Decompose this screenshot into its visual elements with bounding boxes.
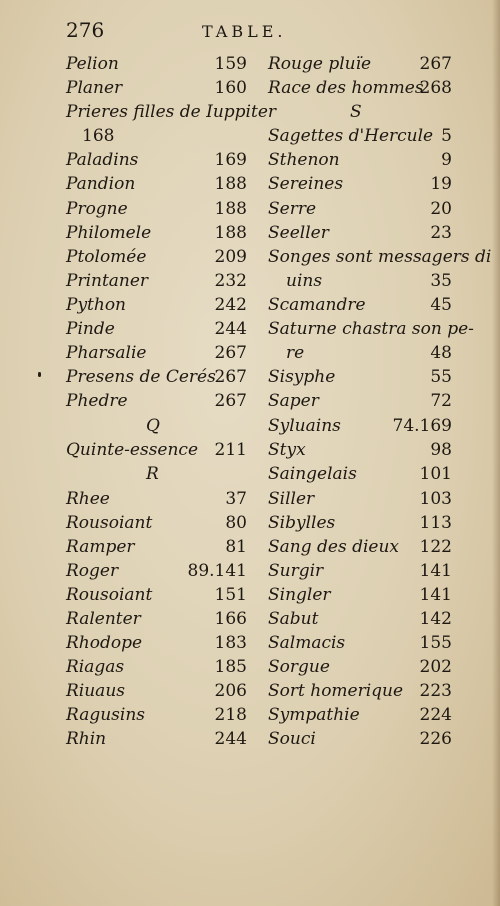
- entry-term: Sagettes d'Hercule: [268, 126, 434, 146]
- entry-term: Pharsalie: [66, 343, 147, 363]
- entry-page: 160: [214, 78, 247, 98]
- index-entry: [0, 389, 500, 413]
- entry-term: Sereines: [268, 174, 344, 194]
- entry-term: Saingelais: [268, 464, 357, 484]
- section-letter: S: [350, 102, 362, 122]
- entry-page: 244: [214, 319, 247, 339]
- entry-term: Python: [66, 295, 127, 315]
- entry-page: 226: [419, 729, 452, 749]
- entry-page: 202: [419, 657, 452, 677]
- index-entry: [0, 462, 500, 486]
- entry-page: 98: [430, 440, 452, 460]
- entry-term: Souci: [268, 729, 316, 749]
- index-entry: [0, 365, 500, 389]
- entry-term: Pinde: [66, 319, 115, 339]
- running-head: TABLE.: [202, 22, 287, 41]
- entry-page: 211: [214, 440, 247, 460]
- entry-page: 141: [419, 561, 452, 581]
- entry-term: Sibylles: [268, 513, 336, 533]
- entry-page: 185: [214, 657, 247, 677]
- entry-term: Rhin: [66, 729, 107, 749]
- entry-page: 244: [214, 729, 247, 749]
- entry-term: Presens de Cerés: [66, 367, 216, 387]
- entry-page: 35: [430, 271, 452, 291]
- entry-term: Styx: [268, 440, 306, 460]
- entry-page: 101: [419, 464, 452, 484]
- entry-page: 209: [214, 247, 247, 267]
- entry-term: Rouge pluïe: [268, 54, 372, 74]
- index-entry: [0, 100, 500, 124]
- entry-term: Pandion: [66, 174, 136, 194]
- entry-term: 168: [82, 126, 115, 146]
- entry-term: Prieres filles de Iuppiter: [66, 102, 277, 122]
- entry-page: 80: [225, 513, 247, 533]
- index-entry: [0, 245, 500, 269]
- entry-term: Ptolomée: [66, 247, 147, 267]
- entry-page: 141: [419, 585, 452, 605]
- index-entry: [0, 293, 500, 317]
- entry-term: Singler: [268, 585, 331, 605]
- entry-page: 188: [214, 174, 247, 194]
- entry-term: Surgir: [268, 561, 324, 581]
- entry-term: Quinte-essence: [66, 440, 199, 460]
- entry-term: Rousoiant: [66, 585, 153, 605]
- index-entry: [0, 679, 500, 703]
- entry-term: Songes sont messagers di: [268, 247, 492, 267]
- index-entry: [0, 221, 500, 245]
- entry-term: Sisyphe: [268, 367, 336, 387]
- entry-term: Ragusins: [66, 705, 145, 725]
- entry-term: Sabut: [268, 609, 319, 629]
- entry-term: Philomele: [66, 223, 152, 243]
- entry-page: 188: [214, 199, 247, 219]
- entry-term: Scamandre: [268, 295, 366, 315]
- index-entry: [0, 655, 500, 679]
- entry-page: 5: [441, 126, 452, 146]
- entry-page: 151: [214, 585, 247, 605]
- entry-page: 89.141: [187, 561, 247, 581]
- entry-term: Race des hommes: [268, 78, 424, 98]
- entry-page: 113: [419, 513, 452, 533]
- index-entry: [0, 583, 500, 607]
- entry-page: 267: [214, 391, 247, 411]
- entry-page: 9: [441, 150, 452, 170]
- entry-page: 72: [430, 391, 452, 411]
- index-entry: [0, 559, 500, 583]
- entry-term: Seeller: [268, 223, 329, 243]
- entry-page: 19: [430, 174, 452, 194]
- entry-term: Salmacis: [268, 633, 346, 653]
- entry-page: 218: [214, 705, 247, 725]
- entry-term: Rhodope: [66, 633, 143, 653]
- entry-term: Rhee: [66, 489, 110, 509]
- index-entry: [0, 511, 500, 535]
- index-entry: [0, 197, 500, 221]
- entry-page: 183: [214, 633, 247, 653]
- entry-page: 103: [419, 489, 452, 509]
- entry-page: 267: [214, 343, 247, 363]
- section-letter: Q: [146, 416, 160, 436]
- entry-term: Progne: [66, 199, 128, 219]
- index-entry: [0, 124, 500, 148]
- entry-term: Saturne chastra son pe-: [268, 319, 474, 339]
- entry-term: Ralenter: [66, 609, 141, 629]
- entry-page: 159: [214, 54, 247, 74]
- entry-term: Riuaus: [66, 681, 125, 701]
- index-entry: [0, 703, 500, 727]
- entry-page: 267: [419, 54, 452, 74]
- entry-term: re: [286, 343, 305, 363]
- index-entry: [0, 535, 500, 559]
- index-entry: [0, 317, 500, 341]
- entry-page: 242: [214, 295, 247, 315]
- section-letter: R: [146, 464, 159, 484]
- entry-term: Ramper: [66, 537, 135, 557]
- entry-page: 268: [419, 78, 452, 98]
- entry-page: 155: [419, 633, 452, 653]
- entry-page: 169: [214, 150, 247, 170]
- entry-page: 122: [419, 537, 452, 557]
- entry-page: 267: [214, 367, 247, 387]
- entry-page: 23: [430, 223, 452, 243]
- entry-term: Sort homerique: [268, 681, 404, 701]
- entry-term: Roger: [66, 561, 119, 581]
- index-entry: [0, 607, 500, 631]
- index-entry: [0, 76, 500, 100]
- index-entry: [0, 487, 500, 511]
- entry-term: Riagas: [66, 657, 125, 677]
- entry-page: 74.169: [392, 416, 452, 436]
- entry-term: Sympathie: [268, 705, 360, 725]
- entry-page: 48: [430, 343, 452, 363]
- entry-page: 142: [419, 609, 452, 629]
- index-entry: [0, 269, 500, 293]
- index-entry: [0, 341, 500, 365]
- index-entry: [0, 414, 500, 438]
- index-entry: [0, 52, 500, 76]
- entry-term: Sang des dieux: [268, 537, 400, 557]
- entry-page: 188: [214, 223, 247, 243]
- entry-term: Printaner: [66, 271, 149, 291]
- entry-term: Rousoiant: [66, 513, 153, 533]
- page-number: 276: [66, 18, 105, 42]
- entry-term: Paladins: [66, 150, 139, 170]
- entry-term: Phedre: [66, 391, 128, 411]
- entry-page: 232: [214, 271, 247, 291]
- index-entry: [0, 438, 500, 462]
- entry-page: 223: [419, 681, 452, 701]
- entry-term: Sthenon: [268, 150, 340, 170]
- entry-term: Siller: [268, 489, 315, 509]
- index-entry: [0, 148, 500, 172]
- entry-page: 206: [214, 681, 247, 701]
- entry-term: Syluains: [268, 416, 341, 436]
- index-entry: [0, 172, 500, 196]
- entry-page: 55: [430, 367, 452, 387]
- entry-page: 224: [419, 705, 452, 725]
- entry-page: 37: [225, 489, 247, 509]
- entry-term: uins: [286, 271, 323, 291]
- entry-term: Pelion: [66, 54, 119, 74]
- entry-term: Saper: [268, 391, 319, 411]
- entry-term: Sorgue: [268, 657, 330, 677]
- entry-page: 166: [214, 609, 247, 629]
- entry-page: 20: [430, 199, 452, 219]
- index-entry: [0, 631, 500, 655]
- entry-page: 45: [430, 295, 452, 315]
- entry-term: Planer: [66, 78, 123, 98]
- entry-page: 81: [225, 537, 247, 557]
- index-entry: [0, 727, 500, 751]
- entry-term: Serre: [268, 199, 317, 219]
